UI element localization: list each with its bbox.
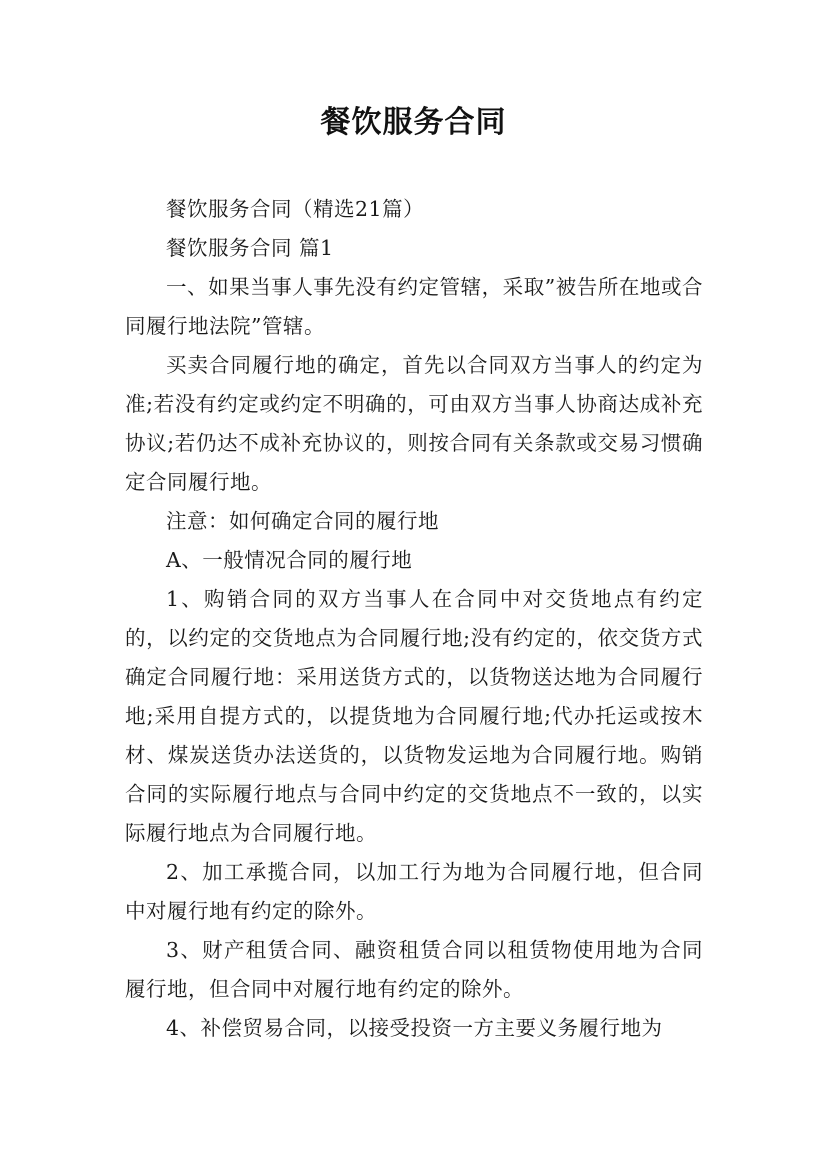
paragraph: 2、加工承揽合同，以加工行为地为合同履行地，但合同中对履行地有约定的除外。: [125, 860, 703, 923]
document-title: 餐饮服务合同: [320, 105, 507, 140]
paragraph: 买卖合同履行地的确定，首先以合同双方当事人的约定为准;若没有约定或约定不明确的，可由双方当事人协商达成补充协议;若仍达不成补充协议的，则按合同有关条款或交易习惯确定合同履行地。: [125, 353, 703, 494]
paragraph: A、一般情况合同的履行地: [166, 548, 413, 572]
paragraph: 1、购销合同的双方当事人在合同中对交货地点有约定的，以约定的交货地点为合同履行地;没有约定的，依交货方式确定合同履行地：采用送货方式的，以货物送达地为合同履行地;采用自提方式的，以提货地为合同履行地;代办托运或按木材、煤炭送货办法送货的，以货物发运地为合同履行地。购销合同的实际履行地点与合同中约定的交货地点不一致的，以实际履行地点为合同履行地。: [125, 587, 703, 845]
paragraph: 4、补偿贸易合同，以接受投资一方主要义务履行地为: [166, 1016, 663, 1040]
paragraph-subtitle: 餐饮服务合同（精选21篇）: [166, 197, 425, 221]
paragraph: 3、财产租赁合同、融资租赁合同以租赁物使用地为合同履行地，但合同中对履行地有约定的除外。: [125, 938, 703, 1001]
document-body: [125, 190, 703, 1048]
paragraph: 注意：如何确定合同的履行地: [166, 509, 439, 533]
paragraph-section-heading: 餐饮服务合同 篇1: [166, 236, 334, 260]
paragraph: 一、如果当事人事先没有约定管辖，采取”被告所在地或合同履行地法院”管辖。: [125, 275, 703, 338]
